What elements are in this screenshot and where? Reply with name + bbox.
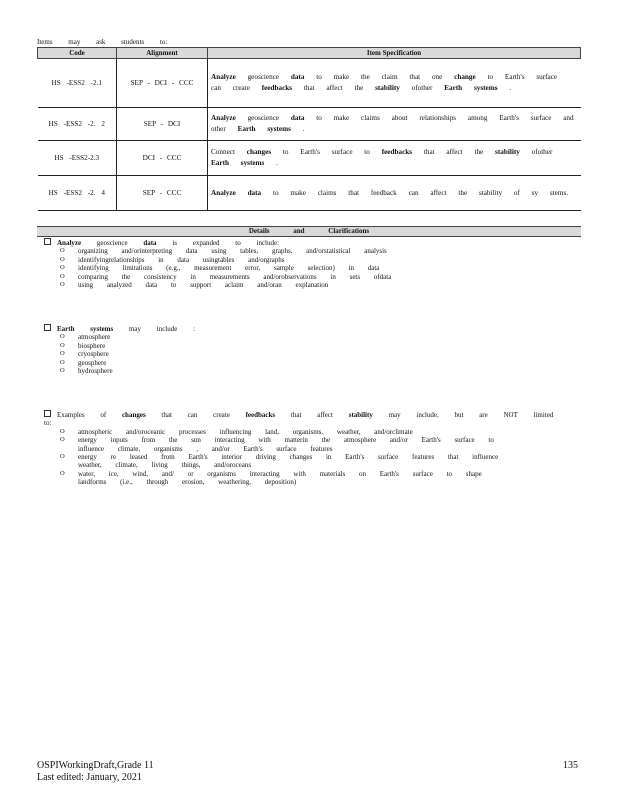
spec-bold: Earth systems — [211, 159, 265, 167]
item-line: landforms (i.e., through erosion, weathering, deposition) — [78, 478, 297, 487]
lead-bold: changes — [121, 411, 146, 419]
list-item — [60, 453, 564, 470]
header-alignment: Alignment — [117, 48, 208, 59]
spec-bold: data — [290, 73, 305, 81]
table-row — [38, 59, 581, 108]
spec-cell — [208, 141, 581, 176]
examples-list — [44, 428, 564, 487]
intro-text: Items may ask students to: — [37, 38, 168, 46]
spec-bold: Analyze — [211, 188, 236, 197]
header-item-specification: Item Specification — [208, 48, 581, 59]
spec-text: that affect the — [292, 84, 376, 92]
spec-cell — [208, 176, 581, 211]
spec-text: to make claims about relationships among Earth's surface and other — [211, 114, 574, 133]
spec-text: . — [497, 84, 512, 92]
spec-bold: Earth systems — [237, 125, 291, 133]
footer — [37, 760, 154, 784]
spec-cell — [208, 108, 581, 141]
item-line: O water, ice, wind, and/ or organisms interacting with materials on Earth's surface to shape — [78, 469, 482, 478]
section-lead — [44, 324, 564, 333]
spec-text: geoscience — [235, 114, 291, 122]
list-item: O hydrosphere — [60, 367, 564, 375]
details-header: Details and Clarifications — [37, 226, 581, 237]
table-row — [38, 176, 581, 211]
spec-bold: stability — [495, 148, 520, 156]
checkbox-icon — [44, 324, 51, 331]
spec-text: geoscience — [235, 73, 291, 81]
spec-text: . — [290, 125, 305, 133]
lead-text: that affect — [275, 411, 349, 419]
list-item — [60, 470, 564, 487]
lead-text: that can create — [145, 411, 246, 419]
item-line: weather, climate, living things, and/oroceans — [78, 461, 252, 470]
alignment-cell: SEP - DCI — [117, 108, 208, 141]
lead-text: geoscience — [81, 239, 144, 247]
item-line: influence climate, organisms , and/or Earth's surface features — [78, 444, 333, 453]
lead-bold: Earth systems — [57, 325, 114, 333]
list-item: O identifyingrelationships in data usingtables and/orgraphs — [60, 256, 564, 264]
code-cell: HS -ESS2-2.3 — [38, 141, 117, 176]
item-line: O energy inputs from the sun interacting with matterin the atmosphere and/or Earth's surface to — [78, 436, 494, 445]
earth-systems-list — [44, 333, 564, 375]
lead-text: is expanded to include: — [156, 239, 280, 247]
spec-text: ofother — [399, 84, 445, 92]
alignment-cell: SEP - DCI - CCC — [117, 59, 208, 108]
code-cell: HS -ESS2 -2. 2 — [38, 108, 117, 141]
list-item — [60, 436, 564, 453]
section-lead — [44, 238, 564, 247]
list-item: O geosphere — [60, 359, 564, 367]
lead-text: Examples of — [57, 411, 122, 419]
list-item: O atmosphere — [60, 333, 564, 341]
spec-bold: feedbacks — [381, 148, 413, 156]
list-item: O comparing the consistency in measurements and/orobservations in sets ofdata — [60, 273, 564, 281]
page-number: 135 — [563, 760, 578, 771]
list-item — [60, 428, 564, 436]
spec-bold: Earth systems — [444, 84, 498, 92]
code-cell: HS -ESS2 -2.1 — [38, 59, 117, 108]
footer-draft-label: OSPIWorkingDraft,Grade 11 — [37, 760, 154, 771]
spec-text: to make the claim that one — [304, 73, 455, 81]
analyze-list — [44, 247, 564, 289]
item-line: O energy re leased from Earth's interior driving changes in Earth's surface features that influence — [78, 453, 499, 462]
lead-bold: Analyze — [57, 239, 82, 247]
spec-cell — [208, 59, 581, 108]
list-item: O organizing and/orinterpreting data using tables, graphs, and/orstatistical analysis — [60, 247, 564, 255]
spec-bold: Analyze — [211, 73, 236, 81]
spec-bold: changes — [246, 148, 272, 156]
alignment-cell: DCI - CCC — [117, 141, 208, 176]
checkbox-icon — [44, 410, 51, 417]
checkbox-icon — [44, 238, 51, 245]
examples-section — [44, 410, 564, 487]
spec-text: to Earth's surface to — [271, 148, 382, 156]
spec-text: to Earth's surface can create — [211, 73, 558, 92]
spec-bold: Analyze — [211, 114, 236, 122]
lead-bold: feedbacks — [245, 411, 276, 419]
earth-systems-section — [44, 324, 564, 375]
spec-text: Connect — [211, 148, 247, 156]
spec-text: that affect the — [412, 148, 496, 156]
lead-bold: data — [143, 239, 157, 247]
list-item: O cryosphere — [60, 350, 564, 358]
code-cell: HS -ESS2 -2. 4 — [38, 176, 117, 211]
table-header-row — [38, 48, 581, 59]
spec-bold: stability — [375, 84, 400, 92]
analyze-section — [44, 238, 564, 289]
alignment-cell: SEP - CCC — [117, 176, 208, 211]
spec-bold: data — [290, 114, 305, 122]
spec-text: to make claims that feedback can affect the stability of sy stems. — [261, 188, 569, 197]
spec-bold: feedbacks — [261, 84, 293, 92]
list-item: O using analyzed data to support aclaim and/oran explanation — [60, 281, 564, 289]
lead-text: may include, but are NOT limited to: — [44, 411, 554, 428]
list-item: O identifying limitations (e.g., measurement error, sample selection) in data — [60, 264, 564, 272]
list-item: O biosphere — [60, 342, 564, 350]
header-code: Code — [38, 48, 117, 59]
lead-bold: stability — [348, 411, 373, 419]
section-lead — [44, 410, 564, 428]
table-row — [38, 141, 581, 176]
spec-text: ofother — [519, 148, 553, 156]
spec-text: . — [264, 159, 278, 167]
item-line: O atmospheric and/oroceanic processes influencing land, organisms, weather, and/orclimate — [78, 427, 413, 436]
spec-bold: change — [454, 73, 476, 81]
table-row — [38, 108, 581, 141]
lead-text: may include : — [113, 325, 196, 333]
footer-last-edited: Last edited: January, 2021 — [37, 772, 142, 783]
spec-bold: data — [247, 188, 262, 197]
item-specification-table — [37, 47, 581, 211]
